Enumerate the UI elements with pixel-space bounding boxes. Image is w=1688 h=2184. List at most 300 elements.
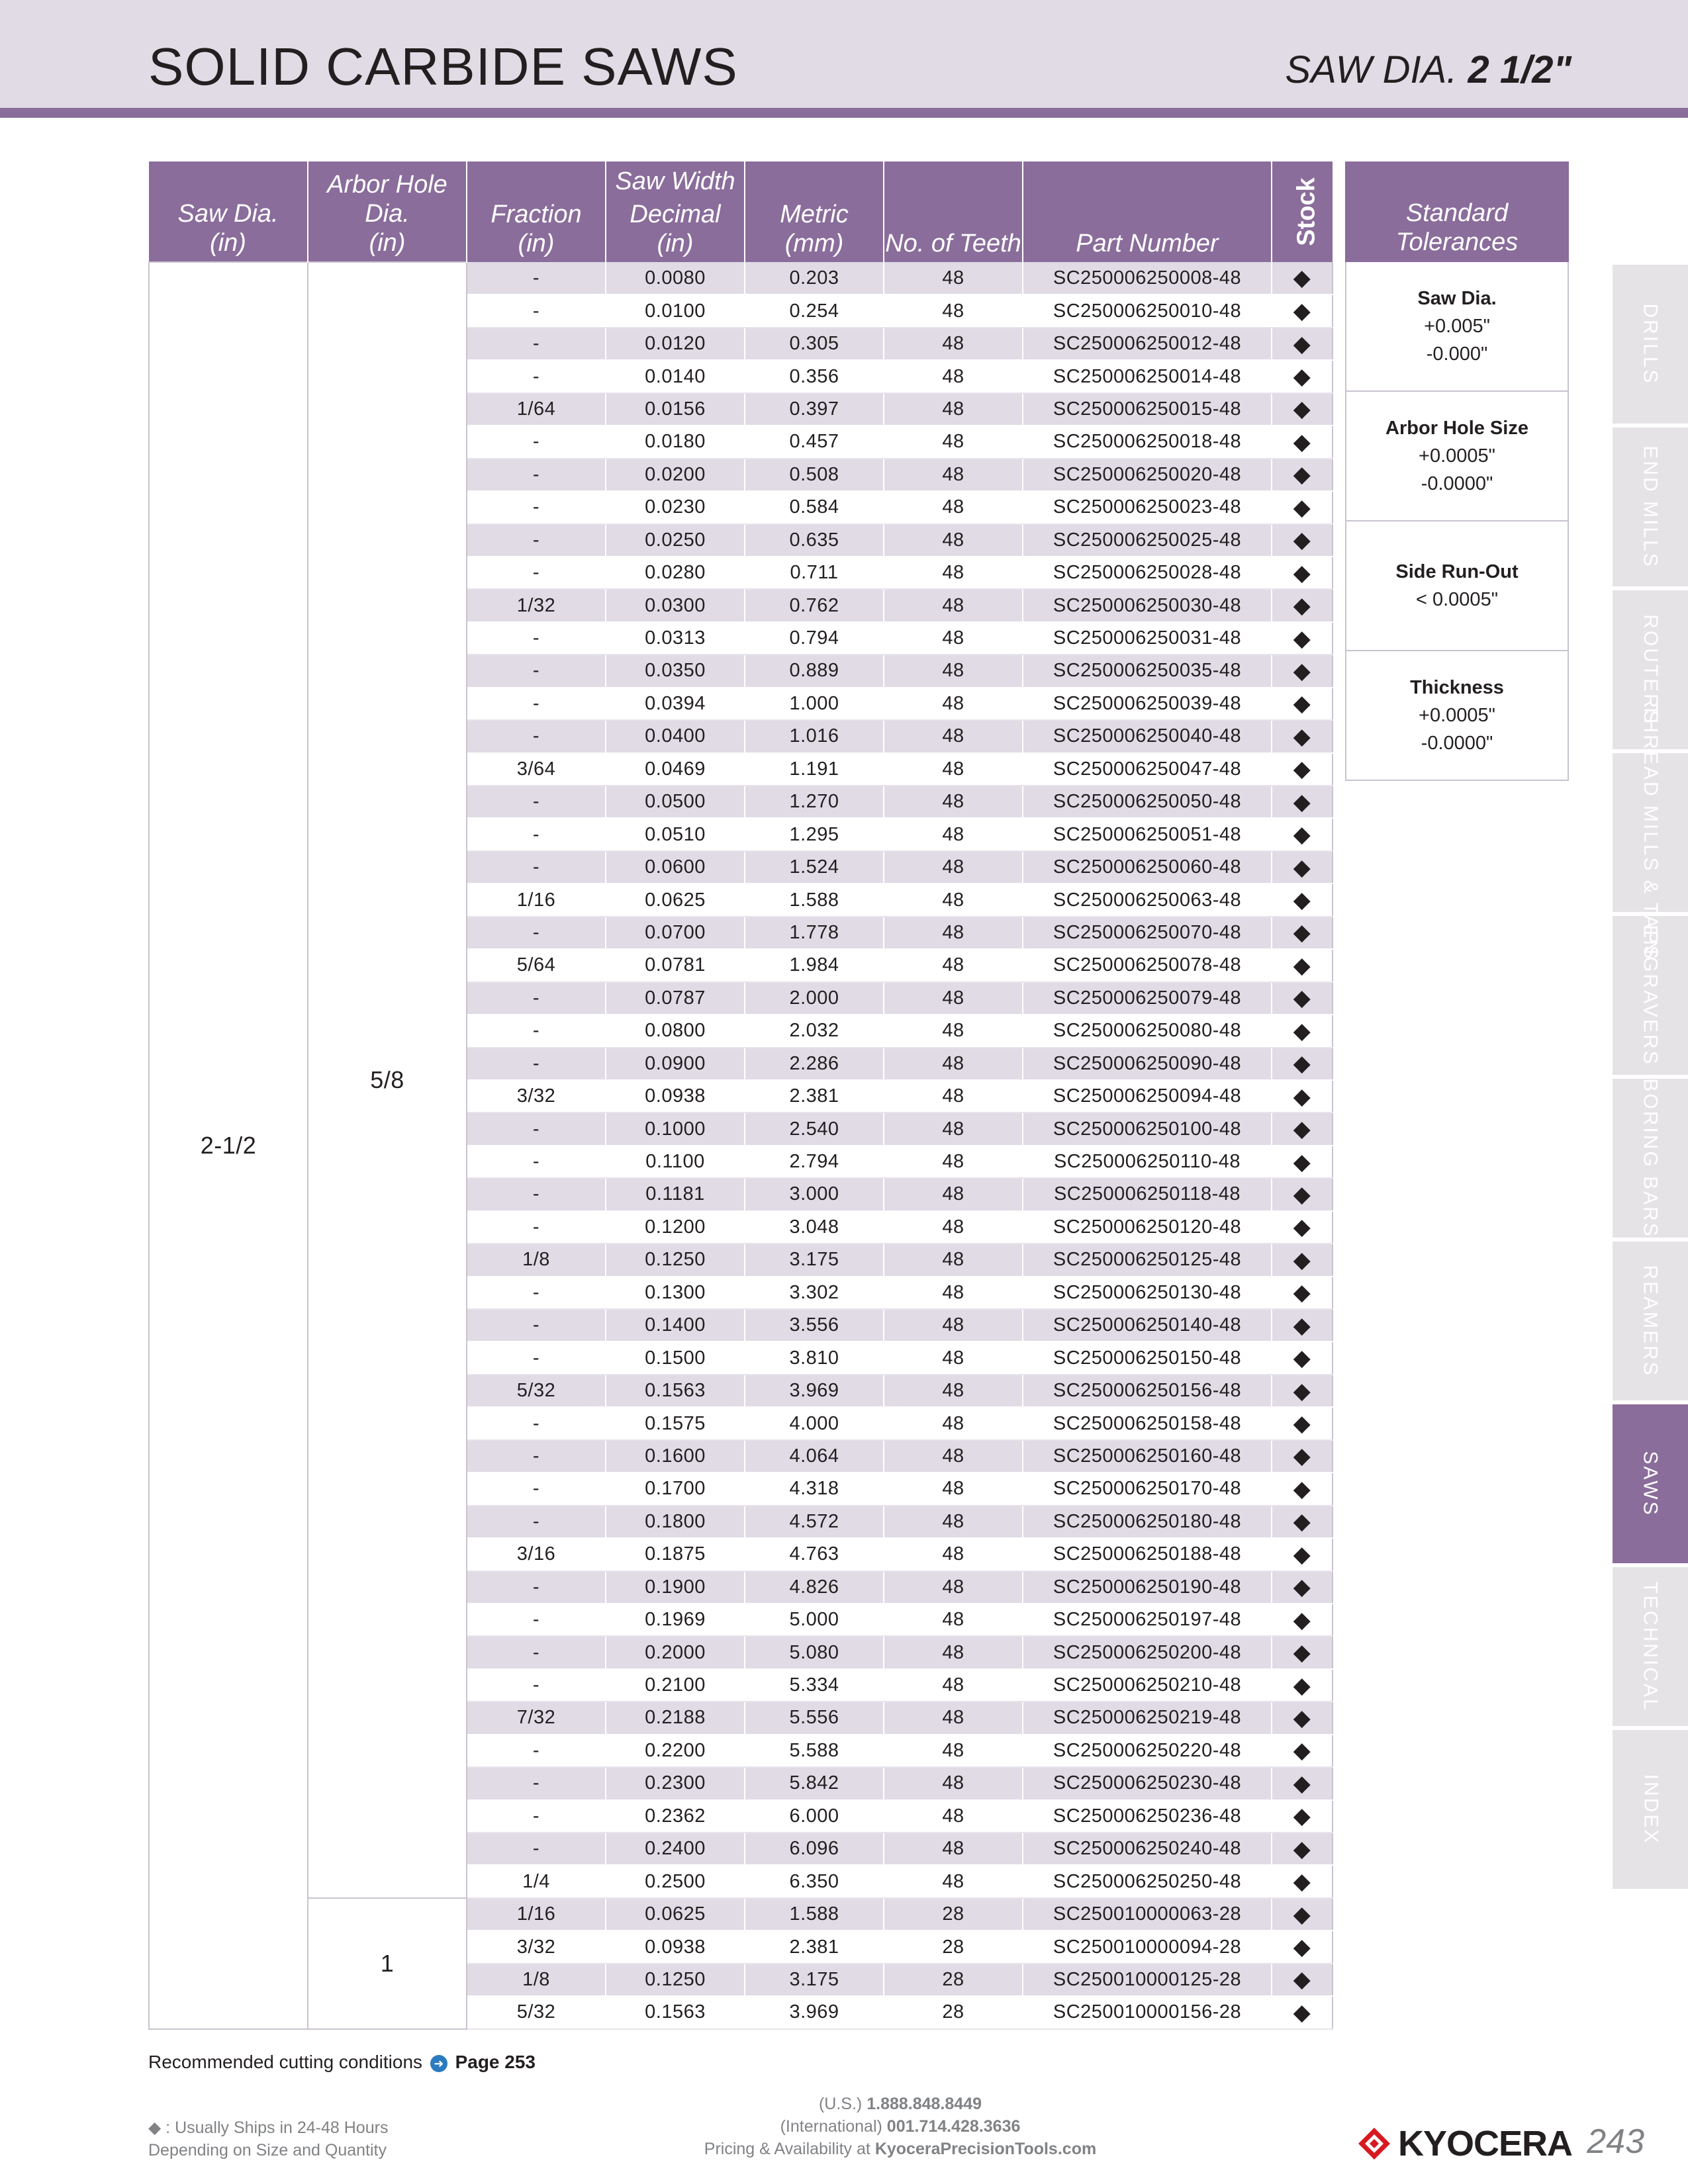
stock-diamond-icon: ◆ [1272, 360, 1333, 392]
contact-info [662, 2093, 1139, 2160]
table-row [149, 262, 1333, 295]
metric-cell: 0.457 [745, 426, 884, 458]
decimal-cell: 0.0700 [606, 917, 745, 949]
teeth-cell: 48 [884, 1833, 1023, 1865]
decimal-cell: 0.1575 [606, 1407, 745, 1439]
teeth-cell: 48 [884, 1604, 1023, 1636]
saw-width-group-label: Saw Width [615, 167, 735, 195]
fraction-cell: 3/32 [467, 1080, 606, 1113]
recommended-page-link[interactable]: Page 253 [455, 2052, 536, 2072]
teeth-cell: 48 [884, 753, 1023, 786]
part-number-cell[interactable]: SC250006250047-48 [1023, 753, 1272, 786]
decimal-cell: 0.0800 [606, 1015, 745, 1047]
metric-cell: 0.635 [745, 524, 884, 557]
decimal-cell: 0.0400 [606, 720, 745, 752]
tolerance-item [1345, 651, 1569, 781]
teeth-cell: 48 [884, 786, 1023, 818]
teeth-cell: 48 [884, 1735, 1023, 1767]
recommended-conditions [148, 2052, 536, 2073]
stock-diamond-icon: ◆ [1272, 949, 1333, 981]
part-number-cell[interactable]: SC250006250050-48 [1023, 786, 1272, 818]
part-number-cell[interactable]: SC250006250078-48 [1023, 949, 1272, 981]
stock-diamond-icon: ◆ [1272, 1146, 1333, 1178]
decimal-cell: 0.1181 [606, 1178, 745, 1210]
metric-cell: 1.295 [745, 818, 884, 850]
metric-cell: 2.540 [745, 1113, 884, 1145]
metric-cell: 1.588 [745, 884, 884, 916]
decimal-cell: 0.0080 [606, 262, 745, 295]
col-fraction: Fraction (in) [467, 161, 606, 262]
tab-engravers[interactable] [1613, 916, 1688, 1075]
part-number-cell[interactable]: SC250006250250-48 [1023, 1865, 1272, 1897]
decimal-cell: 0.1800 [606, 1506, 745, 1538]
part-number-cell[interactable]: SC250006250008-48 [1023, 262, 1272, 295]
fraction-cell: - [467, 426, 606, 458]
arbor-hole-cell: 1 [308, 1898, 467, 2029]
part-number-cell[interactable]: SC250006250010-48 [1023, 295, 1272, 327]
metric-cell: 4.064 [745, 1440, 884, 1473]
fraction-cell: - [467, 1277, 606, 1309]
teeth-cell: 48 [884, 589, 1023, 621]
col-teeth: No. of Teeth [884, 161, 1023, 262]
decimal-cell: 0.1969 [606, 1604, 745, 1636]
tab-label: END MILLS [1640, 445, 1662, 569]
tolerance-value: -0.0000" [1421, 733, 1493, 754]
decimal-cell: 0.2300 [606, 1767, 745, 1799]
fraction-cell: - [467, 1048, 606, 1080]
fraction-cell: - [467, 851, 606, 884]
table-header-row [149, 161, 1333, 262]
fraction-cell: - [467, 1113, 606, 1145]
teeth-cell: 48 [884, 1506, 1023, 1538]
part-number-cell[interactable]: SC250006250220-48 [1023, 1735, 1272, 1767]
metric-cell: 0.508 [745, 459, 884, 491]
part-number-cell[interactable]: SC250006250015-48 [1023, 393, 1272, 426]
decimal-cell: 0.0300 [606, 589, 745, 621]
metric-cell: 2.381 [745, 1080, 884, 1113]
decimal-cell: 0.0900 [606, 1048, 745, 1080]
fraction-cell: - [467, 1440, 606, 1473]
teeth-cell: 48 [884, 1571, 1023, 1604]
teeth-cell: 48 [884, 1375, 1023, 1407]
part-number-cell[interactable]: SC250006250200-48 [1023, 1636, 1272, 1668]
stock-diamond-icon: ◆ [1272, 1244, 1333, 1276]
decimal-cell: 0.0100 [606, 295, 745, 327]
teeth-cell: 48 [884, 1244, 1023, 1276]
decimal-cell: 0.2400 [606, 1833, 745, 1865]
metric-cell: 1.588 [745, 1898, 884, 1931]
stock-diamond-icon: ◆ [1272, 1080, 1333, 1113]
stock-diamond-icon: ◆ [1272, 818, 1333, 850]
teeth-cell: 48 [884, 1440, 1023, 1473]
decimal-cell: 0.2188 [606, 1702, 745, 1734]
fraction-cell: - [467, 1833, 606, 1865]
metric-cell: 1.270 [745, 786, 884, 818]
teeth-cell: 48 [884, 295, 1023, 327]
teeth-cell: 48 [884, 1669, 1023, 1702]
teeth-cell: 48 [884, 1048, 1023, 1080]
decimal-cell: 0.0600 [606, 851, 745, 884]
part-number-cell[interactable]: SC250006250156-48 [1023, 1375, 1272, 1407]
fraction-cell: - [467, 1571, 606, 1604]
part-number-cell[interactable]: SC250006250080-48 [1023, 1015, 1272, 1047]
stock-diamond-icon: ◆ [1272, 1964, 1333, 1996]
teeth-cell: 48 [884, 982, 1023, 1015]
teeth-cell: 48 [884, 1080, 1023, 1113]
part-number-cell[interactable]: SC250006250100-48 [1023, 1113, 1272, 1145]
decimal-cell: 0.0313 [606, 622, 745, 655]
teeth-cell: 48 [884, 1146, 1023, 1178]
decimal-cell: 0.1400 [606, 1309, 745, 1342]
decimal-cell: 0.2100 [606, 1669, 745, 1702]
fraction-cell: - [467, 1735, 606, 1767]
tolerance-item [1345, 392, 1569, 522]
page-number: 243 [1587, 2122, 1644, 2161]
metric-cell: 3.000 [745, 1178, 884, 1210]
tab-saws[interactable] [1613, 1404, 1688, 1563]
part-number-cell[interactable]: SC250006250170-48 [1023, 1473, 1272, 1505]
stock-diamond-icon: ◆ [1272, 589, 1333, 621]
teeth-cell: 48 [884, 491, 1023, 523]
stock-diamond-icon: ◆ [1272, 295, 1333, 327]
part-number-cell[interactable]: SC250006250070-48 [1023, 917, 1272, 949]
tab-reamers[interactable] [1613, 1242, 1688, 1400]
part-number-cell[interactable]: SC250010000125-28 [1023, 1964, 1272, 1996]
tab-label: DRILLS [1640, 303, 1662, 385]
decimal-cell: 0.0156 [606, 393, 745, 426]
metric-cell: 5.334 [745, 1669, 884, 1702]
part-number-cell[interactable]: SC250010000094-28 [1023, 1931, 1272, 1963]
part-number-cell[interactable]: SC250006250236-48 [1023, 1800, 1272, 1833]
part-number-cell[interactable]: SC250006250240-48 [1023, 1833, 1272, 1865]
tab-label: REAMERS [1640, 1265, 1662, 1377]
tolerance-value: +0.0005" [1419, 705, 1495, 726]
metric-cell: 5.556 [745, 1702, 884, 1734]
decimal-cell: 0.2000 [606, 1636, 745, 1668]
tab-boring-bars[interactable] [1613, 1079, 1688, 1238]
saw-dia-heading [1285, 48, 1571, 92]
fraction-cell: - [467, 557, 606, 589]
stock-diamond-icon: ◆ [1272, 328, 1333, 360]
table-row [149, 1898, 1333, 1931]
metric-cell: 3.810 [745, 1342, 884, 1374]
stock-diamond-icon: ◆ [1272, 1309, 1333, 1342]
shipping-note-line2: Depending on Size and Quantity [148, 2141, 387, 2160]
shipping-note-line1: ◆ : Usually Ships in 24-48 Hours [148, 2118, 389, 2137]
part-number-cell[interactable]: SC250006250094-48 [1023, 1080, 1272, 1113]
decimal-cell: 0.0938 [606, 1080, 745, 1113]
teeth-cell: 48 [884, 1636, 1023, 1668]
stock-diamond-icon: ◆ [1272, 655, 1333, 687]
teeth-cell: 48 [884, 1309, 1023, 1342]
teeth-cell: 48 [884, 524, 1023, 557]
tab-label: INDEX [1640, 1774, 1662, 1845]
metric-cell: 2.286 [745, 1048, 884, 1080]
teeth-cell: 48 [884, 622, 1023, 655]
col-decimal: Saw Width Decimal (in) [606, 161, 745, 262]
teeth-cell: 48 [884, 426, 1023, 458]
fraction-cell: - [467, 1473, 606, 1505]
fraction-cell: - [467, 720, 606, 752]
fraction-cell: - [467, 1342, 606, 1374]
stock-diamond-icon: ◆ [1272, 1702, 1333, 1734]
decimal-cell: 0.1100 [606, 1146, 745, 1178]
fraction-cell: 3/16 [467, 1538, 606, 1570]
part-number-cell[interactable]: SC250006250039-48 [1023, 688, 1272, 720]
metric-cell: 5.080 [745, 1636, 884, 1668]
part-number-cell[interactable]: SC250006250188-48 [1023, 1538, 1272, 1570]
tolerance-item [1345, 522, 1569, 651]
decimal-cell: 0.0469 [606, 753, 745, 786]
part-number-cell[interactable]: SC250006250140-48 [1023, 1309, 1272, 1342]
decimal-cell: 0.2500 [606, 1865, 745, 1897]
kyocera-logo [1357, 2123, 1572, 2164]
part-number-cell[interactable]: SC250006250051-48 [1023, 818, 1272, 850]
fraction-cell: 1/8 [467, 1244, 606, 1276]
stock-diamond-icon: ◆ [1272, 1342, 1333, 1374]
metric-cell: 4.763 [745, 1538, 884, 1570]
teeth-cell: 48 [884, 328, 1023, 360]
tab-end-mills[interactable] [1613, 428, 1688, 586]
arrow-right-icon: ➜ [430, 2055, 447, 2072]
metric-cell: 2.794 [745, 1146, 884, 1178]
metric-cell: 1.191 [745, 753, 884, 786]
part-number-cell[interactable]: SC250006250023-48 [1023, 491, 1272, 523]
fraction-cell: - [467, 1604, 606, 1636]
part-number-cell[interactable]: SC250006250031-48 [1023, 622, 1272, 655]
saw-dia-prefix: SAW DIA. [1285, 48, 1458, 91]
part-number-cell[interactable]: SC250006250219-48 [1023, 1702, 1272, 1734]
fraction-cell: - [467, 262, 606, 295]
metric-cell: 2.381 [745, 1931, 884, 1963]
fraction-cell: 1/16 [467, 1898, 606, 1931]
decimal-cell: 0.0625 [606, 1898, 745, 1931]
decimal-cell: 0.1300 [606, 1277, 745, 1309]
teeth-cell: 48 [884, 1277, 1023, 1309]
teeth-cell: 28 [884, 1931, 1023, 1963]
stock-diamond-icon: ◆ [1272, 720, 1333, 752]
header-rule [0, 108, 1688, 118]
part-number-cell[interactable]: SC250006250158-48 [1023, 1407, 1272, 1439]
metric-cell: 4.826 [745, 1571, 884, 1604]
fraction-cell: - [467, 1669, 606, 1702]
stock-diamond-icon: ◆ [1272, 1538, 1333, 1570]
decimal-cell: 0.0280 [606, 557, 745, 589]
part-number-cell[interactable]: SC250006250012-48 [1023, 328, 1272, 360]
teeth-cell: 48 [884, 262, 1023, 295]
teeth-cell: 48 [884, 884, 1023, 916]
fraction-cell: - [467, 917, 606, 949]
part-number-cell[interactable]: SC250006250130-48 [1023, 1277, 1272, 1309]
tolerances-heading: Standard Tolerances [1345, 161, 1569, 262]
metric-cell: 5.588 [745, 1735, 884, 1767]
part-number-cell[interactable]: SC250006250030-48 [1023, 589, 1272, 621]
teeth-cell: 48 [884, 688, 1023, 720]
col-saw-dia: Saw Dia. (in) [149, 161, 308, 262]
metric-cell: 4.318 [745, 1473, 884, 1505]
metric-cell: 3.175 [745, 1964, 884, 1996]
part-number-cell[interactable]: SC250006250125-48 [1023, 1244, 1272, 1276]
decimal-cell: 0.0394 [606, 688, 745, 720]
decimal-cell: 0.1900 [606, 1571, 745, 1604]
part-number-cell[interactable]: SC250006250063-48 [1023, 884, 1272, 916]
stock-diamond-icon: ◆ [1272, 1898, 1333, 1931]
metric-cell: 0.305 [745, 328, 884, 360]
decimal-cell: 0.1250 [606, 1964, 745, 1996]
teeth-cell: 48 [884, 949, 1023, 981]
teeth-cell: 48 [884, 1015, 1023, 1047]
stock-diamond-icon: ◆ [1272, 1767, 1333, 1799]
stock-diamond-icon: ◆ [1272, 786, 1333, 818]
teeth-cell: 28 [884, 1964, 1023, 1996]
part-number-cell[interactable]: SC250006250118-48 [1023, 1178, 1272, 1210]
stock-diamond-icon: ◆ [1272, 1015, 1333, 1047]
metric-cell: 3.969 [745, 1996, 884, 2028]
part-number-cell[interactable]: SC250006250210-48 [1023, 1669, 1272, 1702]
metric-cell: 0.794 [745, 622, 884, 655]
teeth-cell: 28 [884, 1898, 1023, 1931]
saw-dia-value: 2 1/2" [1468, 48, 1571, 91]
fraction-cell: - [467, 1407, 606, 1439]
tolerance-item [1345, 262, 1569, 392]
tolerance-value: -0.000" [1426, 343, 1488, 365]
fraction-cell: 5/32 [467, 1996, 606, 2028]
tolerance-title: Thickness [1410, 677, 1504, 698]
tolerance-title: Side Run-Out [1395, 561, 1519, 582]
saw-dia-cell: 2-1/2 [149, 262, 308, 2029]
us-label: (U.S.) [818, 2095, 863, 2113]
tab-drills[interactable] [1613, 265, 1688, 424]
part-number-cell[interactable]: SC250006250018-48 [1023, 426, 1272, 458]
teeth-cell: 48 [884, 557, 1023, 589]
tab-label: ROUTERS [1640, 614, 1662, 725]
pricing-label: Pricing & Availability at [704, 2140, 870, 2158]
arbor-hole-cell: 5/8 [308, 262, 467, 1898]
decimal-cell: 0.0938 [606, 1931, 745, 1963]
metric-cell: 4.000 [745, 1407, 884, 1439]
metric-cell: 2.032 [745, 1015, 884, 1047]
stock-diamond-icon: ◆ [1272, 884, 1333, 916]
fraction-cell: - [467, 622, 606, 655]
decimal-cell: 0.0200 [606, 459, 745, 491]
metric-cell: 3.175 [745, 1244, 884, 1276]
stock-diamond-icon: ◆ [1272, 1996, 1333, 2028]
part-number-cell[interactable]: SC250006250120-48 [1023, 1211, 1272, 1244]
tab-index[interactable] [1613, 1730, 1688, 1889]
metric-cell: 6.096 [745, 1833, 884, 1865]
decimal-cell: 0.1600 [606, 1440, 745, 1473]
decimal-cell: 0.2200 [606, 1735, 745, 1767]
part-number-cell[interactable]: SC250006250197-48 [1023, 1604, 1272, 1636]
decimal-cell: 0.0180 [606, 426, 745, 458]
tolerances-panel [1345, 161, 1569, 781]
decimal-cell: 0.0120 [606, 328, 745, 360]
teeth-cell: 48 [884, 1767, 1023, 1799]
teeth-cell: 48 [884, 1702, 1023, 1734]
stock-diamond-icon: ◆ [1272, 426, 1333, 458]
tab-technical[interactable] [1613, 1567, 1688, 1726]
decimal-cell: 0.1563 [606, 1996, 745, 2028]
fraction-cell: 1/4 [467, 1865, 606, 1897]
saw-table [148, 161, 1333, 2030]
part-number-cell[interactable]: SC250006250230-48 [1023, 1767, 1272, 1799]
fraction-cell: 3/32 [467, 1931, 606, 1963]
part-number-cell[interactable]: SC250006250160-48 [1023, 1440, 1272, 1473]
tab-label: SAWS [1639, 1451, 1662, 1517]
decimal-cell: 0.1250 [606, 1244, 745, 1276]
col-arbor: Arbor Hole Dia. (in) [308, 161, 467, 262]
part-number-cell[interactable]: SC250006250060-48 [1023, 851, 1272, 884]
teeth-cell: 48 [884, 1407, 1023, 1439]
part-number-cell[interactable]: SC250010000063-28 [1023, 1898, 1272, 1931]
part-number-cell[interactable]: SC250006250035-48 [1023, 655, 1272, 687]
fraction-cell: - [467, 459, 606, 491]
part-number-cell[interactable]: SC250006250190-48 [1023, 1571, 1272, 1604]
intl-phone: 001.714.428.3636 [886, 2117, 1021, 2136]
teeth-cell: 28 [884, 1996, 1023, 2028]
part-number-cell[interactable]: SC250006250014-48 [1023, 360, 1272, 392]
metric-cell: 6.000 [745, 1800, 884, 1833]
metric-cell: 1.524 [745, 851, 884, 884]
fraction-cell: - [467, 524, 606, 557]
stock-diamond-icon: ◆ [1272, 491, 1333, 523]
stock-diamond-icon: ◆ [1272, 688, 1333, 720]
part-number-cell[interactable]: SC250006250110-48 [1023, 1146, 1272, 1178]
tolerance-value: < 0.0005" [1416, 589, 1498, 610]
tolerance-value: +0.005" [1424, 316, 1490, 337]
decimal-cell: 0.1000 [606, 1113, 745, 1145]
metric-cell: 0.254 [745, 295, 884, 327]
stock-diamond-icon: ◆ [1272, 1211, 1333, 1244]
col-metric: Metric (mm) [745, 161, 884, 262]
section-tabs [1613, 265, 1688, 1893]
part-number-cell[interactable]: SC250006250028-48 [1023, 557, 1272, 589]
stock-diamond-icon: ◆ [1272, 851, 1333, 884]
fraction-cell: - [467, 328, 606, 360]
stock-diamond-icon: ◆ [1272, 557, 1333, 589]
tolerance-title: Arbor Hole Size [1385, 418, 1528, 439]
website-link[interactable]: KyoceraPrecisionTools.com [874, 2140, 1097, 2158]
part-number-cell[interactable]: SC250006250079-48 [1023, 982, 1272, 1015]
teeth-cell: 48 [884, 1473, 1023, 1505]
teeth-cell: 48 [884, 655, 1023, 687]
teeth-cell: 48 [884, 1538, 1023, 1570]
kyocera-logo-icon [1357, 2126, 1391, 2161]
stock-diamond-icon: ◆ [1272, 459, 1333, 491]
teeth-cell: 48 [884, 1178, 1023, 1210]
teeth-cell: 48 [884, 851, 1023, 884]
part-number-cell[interactable]: SC250006250180-48 [1023, 1506, 1272, 1538]
part-number-cell[interactable]: SC250006250040-48 [1023, 720, 1272, 752]
tab-thread-mills-taps[interactable] [1613, 704, 1688, 961]
fraction-cell: - [467, 1636, 606, 1668]
fraction-cell: 1/64 [467, 393, 606, 426]
teeth-cell: 48 [884, 1211, 1023, 1244]
decimal-cell: 0.2362 [606, 1800, 745, 1833]
part-number-cell[interactable]: SC250006250020-48 [1023, 459, 1272, 491]
metric-cell: 1.984 [745, 949, 884, 981]
shipping-note [148, 2116, 388, 2161]
stock-diamond-icon: ◆ [1272, 1865, 1333, 1897]
stock-diamond-icon: ◆ [1272, 1636, 1333, 1668]
part-number-cell[interactable]: SC250006250150-48 [1023, 1342, 1272, 1374]
part-number-cell[interactable]: SC250006250090-48 [1023, 1048, 1272, 1080]
part-number-cell[interactable]: SC250010000156-28 [1023, 1996, 1272, 2028]
recommended-text: Recommended cutting conditions [148, 2052, 423, 2072]
part-number-cell[interactable]: SC250006250025-48 [1023, 524, 1272, 557]
teeth-cell: 48 [884, 1113, 1023, 1145]
stock-diamond-icon: ◆ [1272, 524, 1333, 557]
